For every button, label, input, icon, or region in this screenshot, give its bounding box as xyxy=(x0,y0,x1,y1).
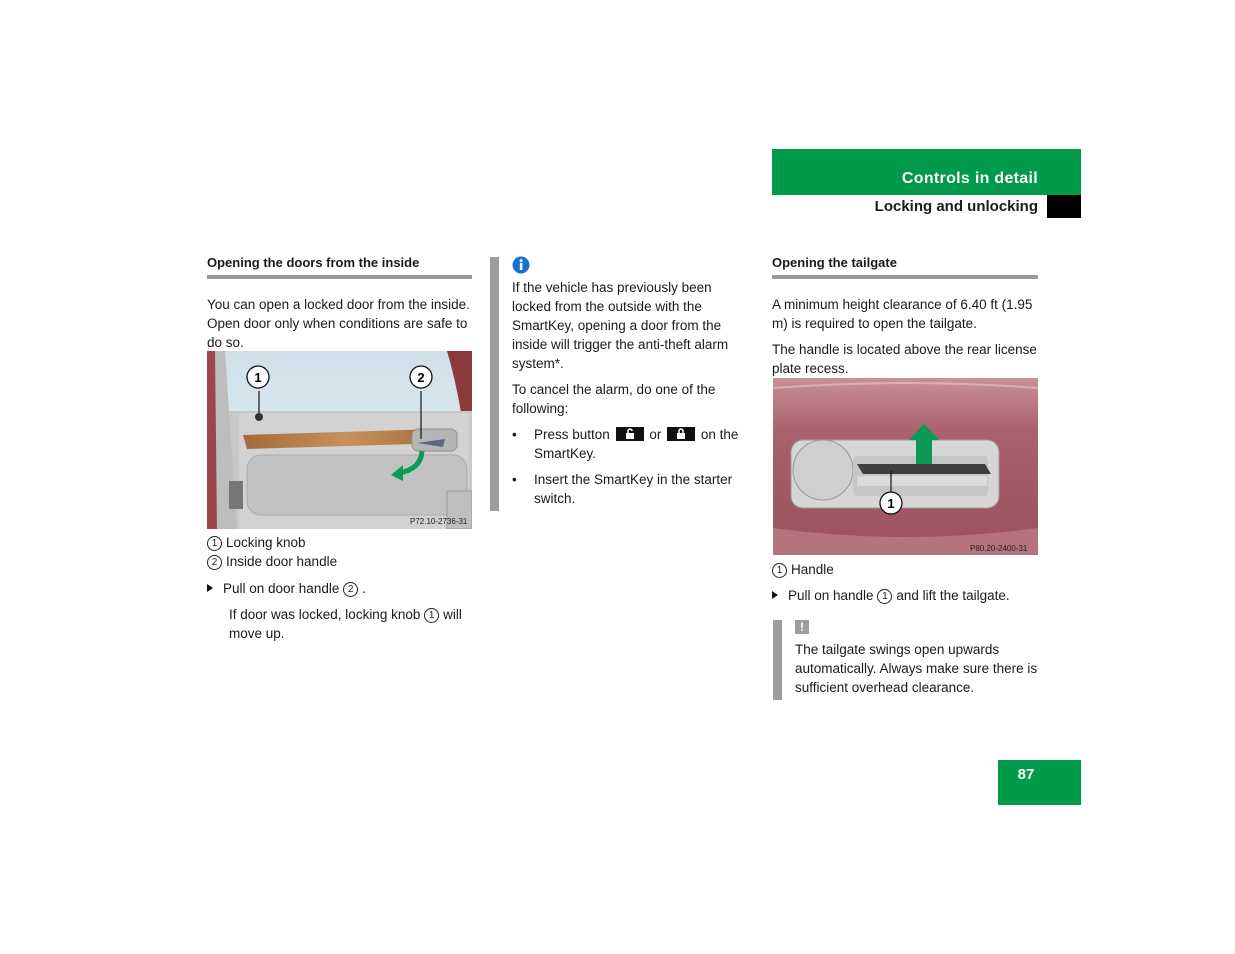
lock-button-icon xyxy=(667,427,695,441)
warning-side-bar xyxy=(773,620,782,700)
legend-item-1: 1 Locking knob xyxy=(207,533,472,552)
warning-icon: ! xyxy=(795,620,809,634)
subsection-marker xyxy=(1047,195,1081,218)
right-column xyxy=(772,254,1038,385)
step-arrow-icon xyxy=(207,584,213,592)
step-arrow-icon-2 xyxy=(772,591,778,599)
section-title: Controls in detail xyxy=(901,170,1038,187)
subsection-header xyxy=(772,195,1047,218)
right-figure-code: P80.20-2400-31 xyxy=(970,544,1028,553)
callout-1: 1 xyxy=(254,370,262,385)
unlock-button-icon xyxy=(616,427,644,441)
info-side-bar xyxy=(490,257,499,511)
callout-handle: 1 xyxy=(887,496,895,511)
door-interior-figure xyxy=(207,351,472,529)
page-number-box xyxy=(998,760,1081,805)
tailgate-handle-figure xyxy=(773,378,1038,555)
left-figure-code: P72.10-2736-31 xyxy=(410,517,468,526)
left-column xyxy=(207,254,472,360)
right-para-2: The handle is located above the rear license plate recess. xyxy=(772,342,1037,376)
section-header-bar xyxy=(772,149,1081,195)
right-para-1: A minimum height clearance of 6.40 ft (1.95 m) is required to open the tailgate. xyxy=(772,297,1033,331)
info-icon xyxy=(512,256,530,274)
page-number: 87 xyxy=(1017,766,1035,783)
right-step: Pull on handle 1 and lift the tailgate. xyxy=(772,586,1038,605)
left-intro: You can open a locked door from the inside. Open door only when conditions are safe to do so. xyxy=(207,297,470,350)
right-legend xyxy=(772,560,1038,605)
callout-2: 2 xyxy=(417,370,425,385)
info-bullet-2: • Insert the SmartKey in the starter switch. xyxy=(512,472,733,506)
legend-item-handle: 1 Handle xyxy=(772,560,1038,579)
info-bullet-1: • Press button or on the SmartKey. xyxy=(512,427,739,461)
subsection-title: Locking and unlocking xyxy=(874,198,1038,215)
middle-column xyxy=(512,278,752,515)
right-heading: Opening the tailgate xyxy=(772,254,1038,279)
left-legend xyxy=(207,533,472,643)
left-step: Pull on door handle 2 . xyxy=(207,579,472,598)
left-heading: Opening the doors from the inside xyxy=(207,254,472,279)
info-para-1: If the vehicle has previously been locked from the outside with the SmartKey, opening a door from the inside will trigger the anti-theft alarm system*. xyxy=(512,280,729,371)
warning-text: The tailgate swings open upwards automatically. Always make sure there is sufficient overhead clearance. xyxy=(795,642,1038,695)
left-result: If door was locked, locking knob 1 will move up. xyxy=(229,607,462,641)
legend-item-2: 2 Inside door handle xyxy=(207,552,472,571)
info-para-2: To cancel the alarm, do one of the following: xyxy=(512,382,716,416)
